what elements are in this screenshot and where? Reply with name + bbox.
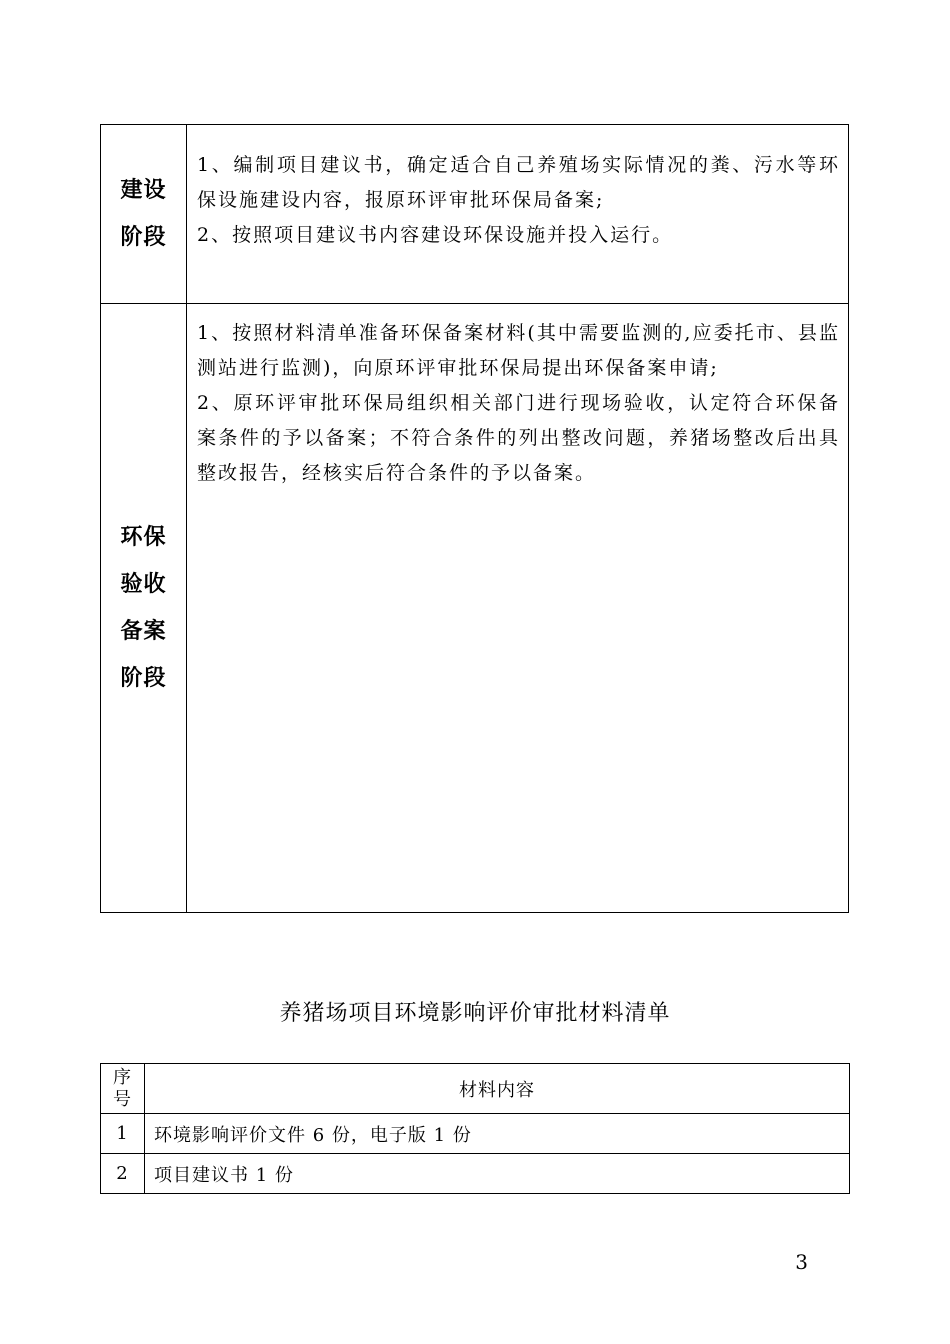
header-content: 材料内容 <box>145 1064 850 1114</box>
row-num: 2 <box>101 1154 145 1194</box>
materials-title: 养猪场项目环境影响评价审批材料清单 <box>279 1001 671 1026</box>
page-number: 3 <box>795 1250 808 1274</box>
stage-content-acceptance <box>187 304 849 913</box>
stage-item: 1、按照材料清单准备环保备案材料(其中需要监测的,应委托市、县监测站进行监测)，向原环评审批环保局提出环保备案申请; <box>197 322 840 379</box>
stage-item: 1、编制项目建议书，确定适合自己养殖场实际情况的粪、污水等环保设施建设内容，报原环评审批环保局备案; <box>197 154 840 211</box>
stage-table <box>100 124 849 913</box>
materials-table <box>100 1063 850 1194</box>
stage-row-construction <box>101 125 849 304</box>
stage-content-construction <box>187 125 849 304</box>
stage-label-construction: 建设 阶段 <box>101 125 187 304</box>
stage-row-acceptance <box>101 304 849 913</box>
table-row <box>101 1114 850 1154</box>
row-content: 环境影响评价文件 6 份，电子版 1 份 <box>145 1114 850 1154</box>
table-row <box>101 1154 850 1194</box>
row-content: 项目建议书 1 份 <box>145 1154 850 1194</box>
row-num: 1 <box>101 1114 145 1154</box>
materials-header-row <box>101 1064 850 1114</box>
stage-item: 2、按照项目建议书内容建设环保设施并投入运行。 <box>197 224 674 246</box>
stage-label-acceptance: 环保 验收 备案 阶段 <box>101 304 187 913</box>
header-num: 序 号 <box>101 1064 145 1114</box>
stage-item: 2、原环评审批环保局组织相关部门进行现场验收，认定符合环保备案条件的予以备案；不符合条件的列出整改问题，养猪场整改后出具整改报告，经核实后符合条件的予以备案。 <box>197 392 840 484</box>
